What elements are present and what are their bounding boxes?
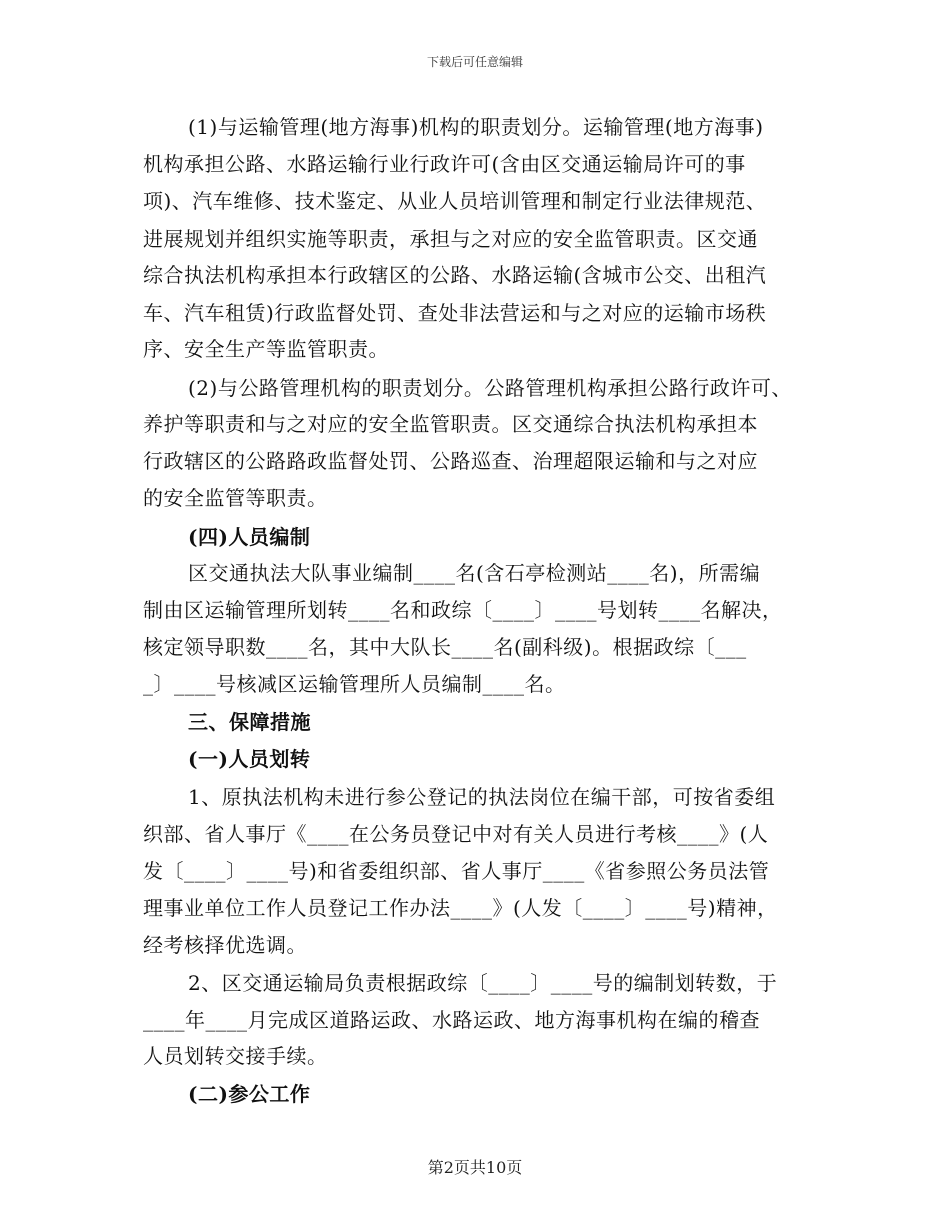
section-heading: (一)人员划转 — [188, 747, 311, 771]
section-heading: (二)参公工作 — [188, 1082, 311, 1106]
paragraph-line: 2、区交通运输局负责根据政综〔____〕____号的编制划转数，于 — [188, 971, 778, 995]
paragraph-line: 的安全监管等职责。 — [143, 486, 328, 510]
paragraph-line: 区交通执法大队事业编制____名(含石亭检测站____名)，所需编 — [188, 561, 761, 585]
paragraph-line: 序、安全生产等监管职责。 — [143, 337, 389, 361]
paragraph-line: 车、汽车租赁)行政监督处罚、查处非法营运和与之对应的运输市场秩 — [143, 301, 767, 325]
page-header: 下载后可任意编辑 — [426, 55, 523, 69]
page-footer: 第2页共10页 — [427, 1158, 523, 1177]
paragraph-line: 核定领导职数____名，其中大队长____名(副科级)。根据政综〔___ — [143, 635, 747, 659]
paragraph-line: 织部、省人事厅《____在公务员登记中对有关人员进行考核____》(人 — [143, 822, 769, 846]
paragraph-line: 1、原执法机构未进行参公登记的执法岗位在编干部，可按省委组 — [188, 785, 776, 809]
paragraph-line: (2)与公路管理机构的职责划分。公路管理机构承担公路行政许可、 — [188, 376, 792, 400]
paragraph-line: 制由区运输管理所划转____名和政综〔____〕____号划转____名解决， — [143, 598, 783, 622]
section-heading: (四)人员编制 — [188, 525, 311, 549]
paragraph-line: 行政辖区的公路路政监督处罚、公路巡查、治理超限运输和与之对应 — [143, 449, 758, 473]
paragraph-line: 进展规划并组织实施等职责，承担与之对应的安全监管职责。区交通 — [143, 227, 758, 251]
paragraph-line: 人员划转交接手续。 — [143, 1044, 328, 1068]
paragraph-line: 理事业单位工作人员登记工作办法____》(人发〔____〕____号)精神， — [143, 896, 778, 920]
paragraph-line: 养护等职责和与之对应的安全监管职责。区交通综合执法机构承担本 — [143, 412, 758, 436]
paragraph-line: 项)、汽车维修、技术鉴定、从业人员培训管理和制定行业法律规范、 — [143, 189, 767, 213]
paragraph-line: ____年____月完成区道路运政、水路运政、地方海事机构在编的稽查 — [143, 1008, 760, 1032]
paragraph-line: 经考核择优选调。 — [143, 933, 307, 957]
paragraph-line: 综合执法机构承担本行政辖区的公路、水路运输(含城市公交、出租汽 — [143, 263, 767, 287]
paragraph-line: _〕____号核减区运输管理所人员编制____名。 — [143, 672, 566, 696]
paragraph-line: 机构承担公路、水路运输行业行政许可(含由区交通运输局许可的事 — [143, 152, 746, 176]
paragraph-line: (1)与运输管理(地方海事)机构的职责划分。运输管理(地方海事) — [188, 115, 764, 139]
section-heading: 三、保障措施 — [188, 710, 311, 734]
paragraph-line: 发〔____〕____号)和省委组织部、省人事厅____《省参照公务员法管 — [143, 859, 770, 883]
